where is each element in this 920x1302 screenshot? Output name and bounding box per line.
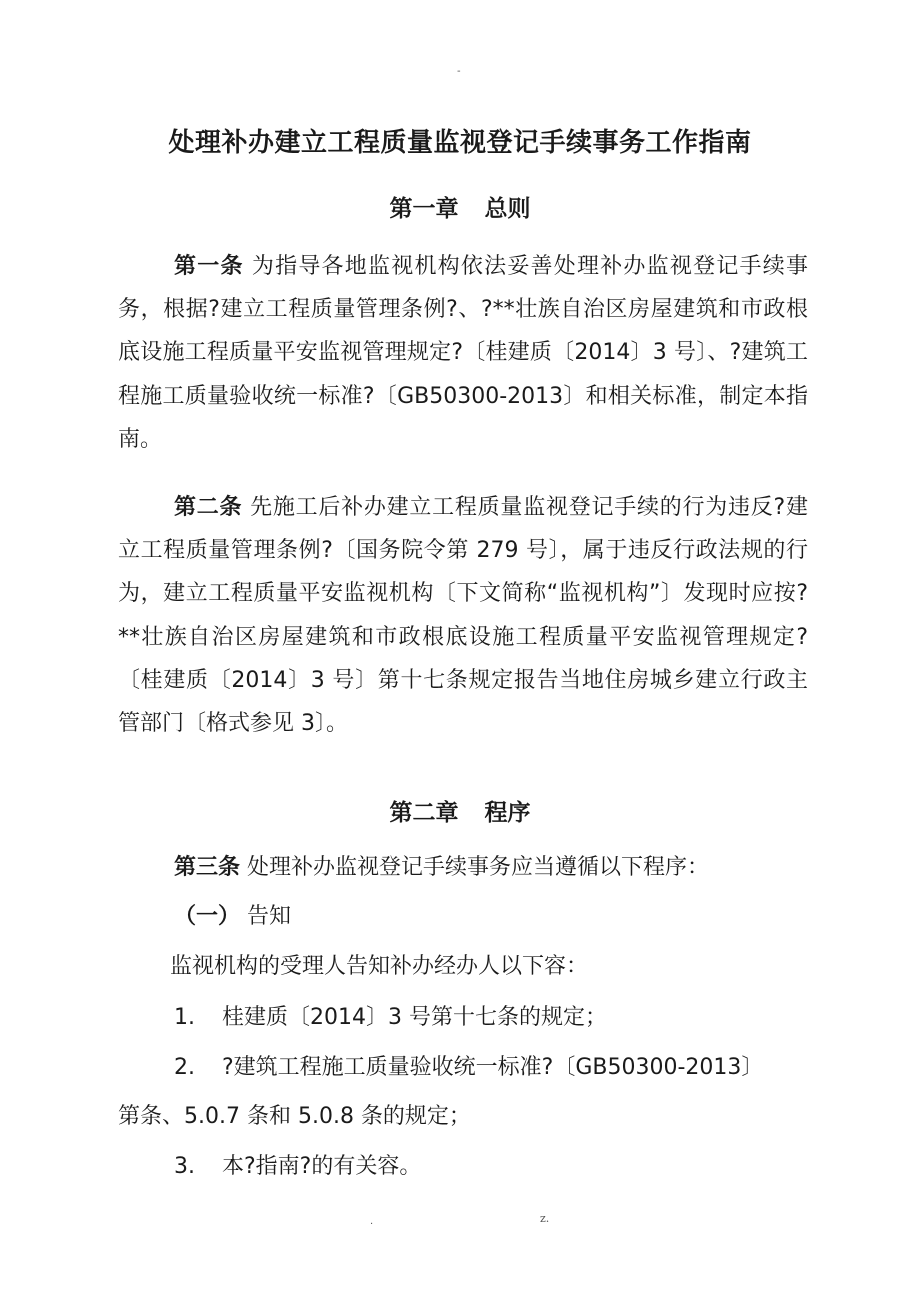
chapter-1-heading [0,190,920,223]
step-1-text: 告知 [247,904,292,929]
list-item [174,1053,763,1083]
list-item-text: 桂建质〔2014〕3 号第十七条的规定； [222,1005,607,1030]
chapter-2-heading [0,794,920,827]
list-item-text: 本?指南?的有关容。 [222,1154,422,1179]
chapter-1-name: 总则 [484,196,531,222]
article-2 [118,486,808,745]
page-footer-left-mark: . [370,1216,374,1227]
document-title: 处理补办建立工程质量监视登记手续事务工作指南 [168,128,752,158]
list-item-continuation: 第条、5.0.7 条和 5.0.8 条的规定； [118,1104,471,1129]
article-2-label: 第二条 [174,495,243,520]
list-item-number: 1. [174,1005,195,1030]
article-1-label: 第一条 [174,254,244,279]
list-item-text: ?建筑工程施工质量验收统一标准?〔GB50300-2013〕 [222,1055,764,1080]
article-3-text: 处理补办监视登记手续事务应当遵循以下程序： [247,855,710,880]
page-footer-right-mark: z. [540,1212,550,1225]
list-item-number: 2. [174,1055,195,1080]
article-3-label: 第三条 [174,855,241,880]
page-header-mark: - [457,66,461,77]
article-2-text: 先施工后补办建立工程质量监视登记手续的行为违反?建立工程质量管理条例?〔国务院令第 279 号〕，属于违反行政法规的行为，建立工程质量平安监视机构〔下文简称“监视机构”〕发现时应按?**壮族自治区房屋建筑和市政根底设施工程质量平安监视管理规定?〔桂建质〔2014〕3 号〕第十七条规定报告当地住房城乡建立行政主管部门〔格式参见 3〕。 [118,495,808,737]
chapter-2-name: 程序 [484,800,531,826]
notice-intro: 监视机构的受理人告知补办经办人以下容： [170,954,589,979]
step-1 [174,902,291,932]
list-item-number: 3. [174,1154,195,1179]
list-item [174,1003,607,1033]
chapter-1-label: 第一章 [389,196,459,222]
list-item [174,1152,421,1182]
chapter-2-label: 第二章 [389,800,459,826]
step-1-marker: （一） [174,904,241,929]
article-1-text: 为指导各地监视机构依法妥善处理补办监视登记手续事务，根据?建立工程质量管理条例?、?**壮族自治区房屋建筑和市政根底设施工程质量平安监视管理规定?〔桂建质〔2014〕3 号〕、?建筑工程施工质量验收统一标准?〔GB50300-2013〕和相关标准，制定本指南。 [118,254,808,452]
article-1 [118,245,808,461]
article-3 [174,853,709,883]
